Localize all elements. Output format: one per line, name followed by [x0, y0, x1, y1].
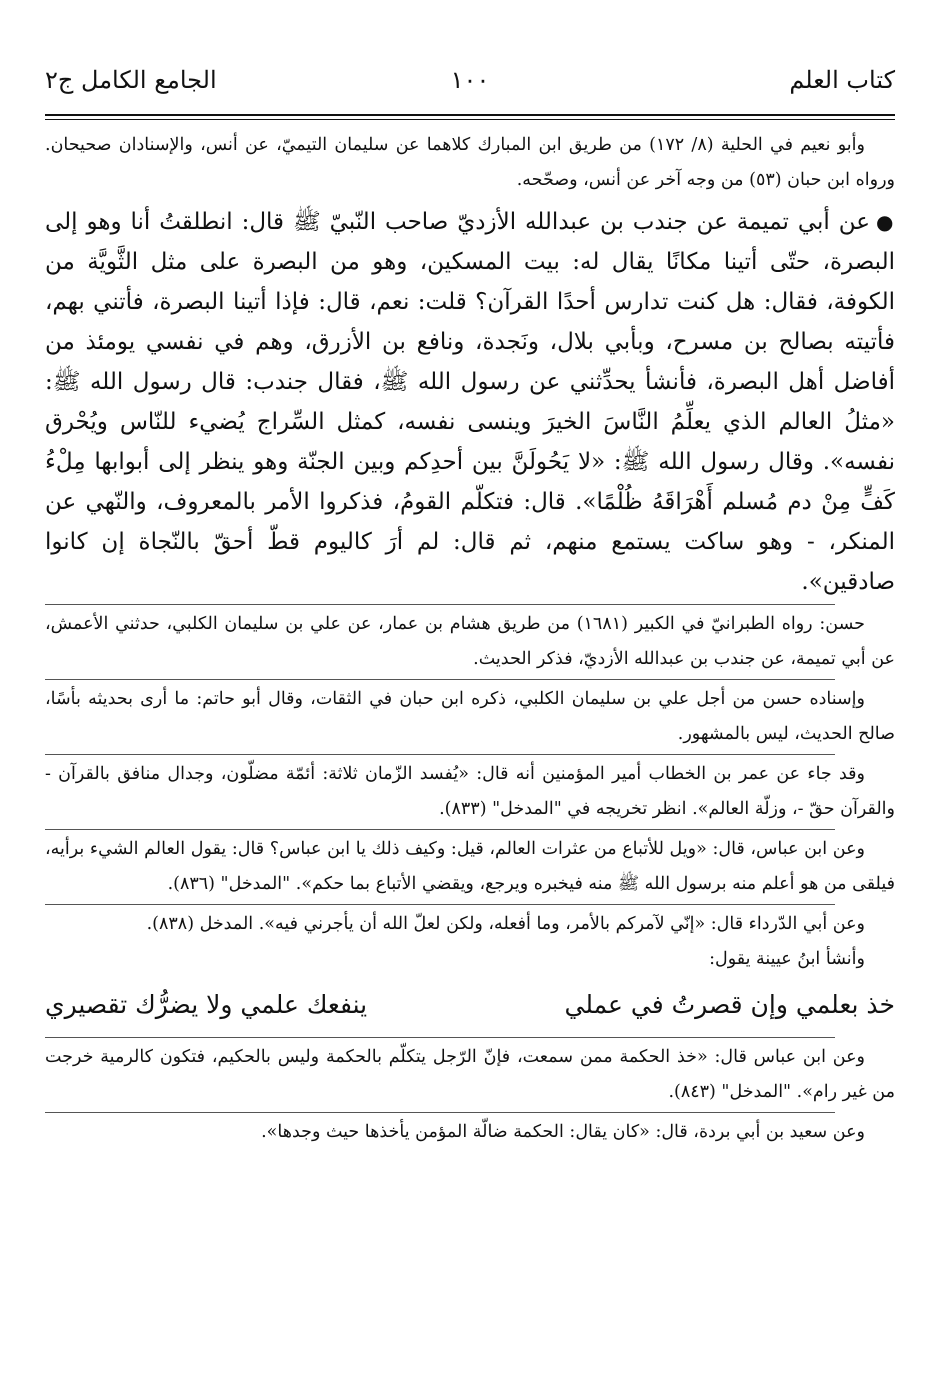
separator — [45, 904, 835, 905]
series-title: الجامع الكامل ج٢ — [45, 66, 217, 94]
header-rule-thick — [45, 114, 895, 116]
header-rule-thin — [45, 119, 895, 120]
note-ibn-abbas: وعن ابن عباس، قال: «ويل للأتباع من عثرات العالم، قيل: وكيف ذلك يا ابن عباس؟ قال: يقول العالم الشيء برأيه، فيلقى من هو أعلم منه برسول الله ﷺ منه فيخبره ويرجع، ويقضي الأتباع بما حكم». "المدخل" (٨٣٦). — [45, 839, 895, 894]
poetry-verse — [45, 981, 895, 1029]
verse-hemistich-2: ينفعك علمي ولا يضرُّك تقصيري — [45, 990, 368, 1019]
note-takhrij: حسن: رواه الطبرانيّ في الكبير (١٦٨١) من طريق هشام بن عمار، عن علي بن سليمان الكلبي، حدثني الأعمش، عن أبي تميمة، عن جندب بن عبدالله الأزديّ، فذكر الحديث. — [45, 614, 895, 669]
separator — [45, 754, 835, 755]
note-abu-darda: وعن أبي الدّرداء قال: «إنّي لآمركم بالأمر، وما أفعله، ولكن لعلّ الله أن يأجرني فيه». المدخل (٨٣٨). — [146, 914, 865, 934]
separator — [45, 604, 835, 605]
note-hikmah: وعن ابن عباس قال: «خذ الحكمة ممن سمعت، فإنّ الرّجل يتكلّم بالحكمة وليس بالحكيم، فتكون كالرمية خرجت من غير رام». "المدخل" (٨٤٣). — [45, 1047, 895, 1102]
page-header — [45, 66, 895, 116]
separator — [45, 679, 835, 680]
hadith-text: عن أبي تميمة عن جندب بن عبدالله الأزديّ صاحب النّبيّ ﷺ قال: انطلقتُ أنا وهو إلى البصرة، حتّى أتينا مكانًا يقال له: بيت المسكين، وهو من البصرة على مثل الثَّويَّة من الكوفة، فقال: هل كنت تدارس أحدًا القرآن؟ قلت: نعم، قال: فإذا أتينا البصرة، فأتني بهم، فأتيته بصالح بن مسرح، وبأبي بلال، ونَجدة، ونافع بن الأزرق، وهم في نفسي يومئذ من أفاضل أهل البصرة، فأنشأ يحدِّثني عن رسول الله ﷺ، فقال جندب: قال رسول الله ﷺ: «مثلُ العالم الذي يعلِّمُ النَّاسَ الخيرَ وينسى نفسه، كمثل السِّراج يُضيء للنّاس ويُحْرق نفسه». وقال رسول الله ﷺ: «لا يَحُولَنَّ بين أحدِكم وبين الجنّة وهو ينظر إلى أبوابها مِلْءُ كَفٍّ مِنْ دم مُسلم أَهْرَاقَهُ ظُلْمًا». قال: فتكلّم القومُ، فذكروا الأمر بالمعروف، والنّهي عن المنكر، - وهو ساكت يستمع منهم، ثم قال: لم أرَ كاليوم قطّ أحقّ بالنّجاة إن كانوا صادقين». — [45, 209, 896, 595]
note-umar: وقد جاء عن عمر بن الخطاب أمير المؤمنين أنه قال: «يُفسد الزّمان ثلاثة: أئمّة مضلّون، وجدال منافق بالقرآن - والقرآن حقّ -، وزلّة العالم». انظر تخريجه في "المدخل" (٨٣٣). — [45, 764, 895, 819]
page-content — [45, 128, 895, 1150]
note-ibn-uyaynah: وأنشأ ابنُ عيينة يقول: — [709, 949, 865, 969]
bullet-icon: ● — [875, 210, 895, 234]
hadith-paragraph — [45, 202, 895, 602]
separator — [45, 829, 835, 830]
page-number: ١٠٠ — [450, 66, 490, 94]
verse-hemistich-1: خذ بعلمي وإن قصرتُ في عملي — [564, 990, 895, 1019]
book-title: كتاب العلم — [789, 66, 895, 94]
note-isnad: وإسناده حسن من أجل علي بن سليمان الكلبي، ذكره ابن حبان في الثقات، وقال أبو حاتم: ما أرى بحديثه بأسًا، صالح الحديث، ليس بالمشهور. — [45, 689, 895, 744]
separator — [45, 1037, 835, 1038]
separator — [45, 1112, 835, 1113]
top-note: وأبو نعيم في الحلية (٨/ ١٧٢) من طريق ابن المبارك كلاهما عن سليمان التيميّ، عن أنس، والإسنادان صحيحان. ورواه ابن حبان (٥٣) من وجه آخر عن أنس، وصحّحه. — [45, 135, 895, 190]
note-saeed: وعن سعيد بن أبي بردة، قال: «كان يقال: الحكمة ضالّة المؤمن يأخذها حيث وجدها». — [261, 1122, 865, 1142]
